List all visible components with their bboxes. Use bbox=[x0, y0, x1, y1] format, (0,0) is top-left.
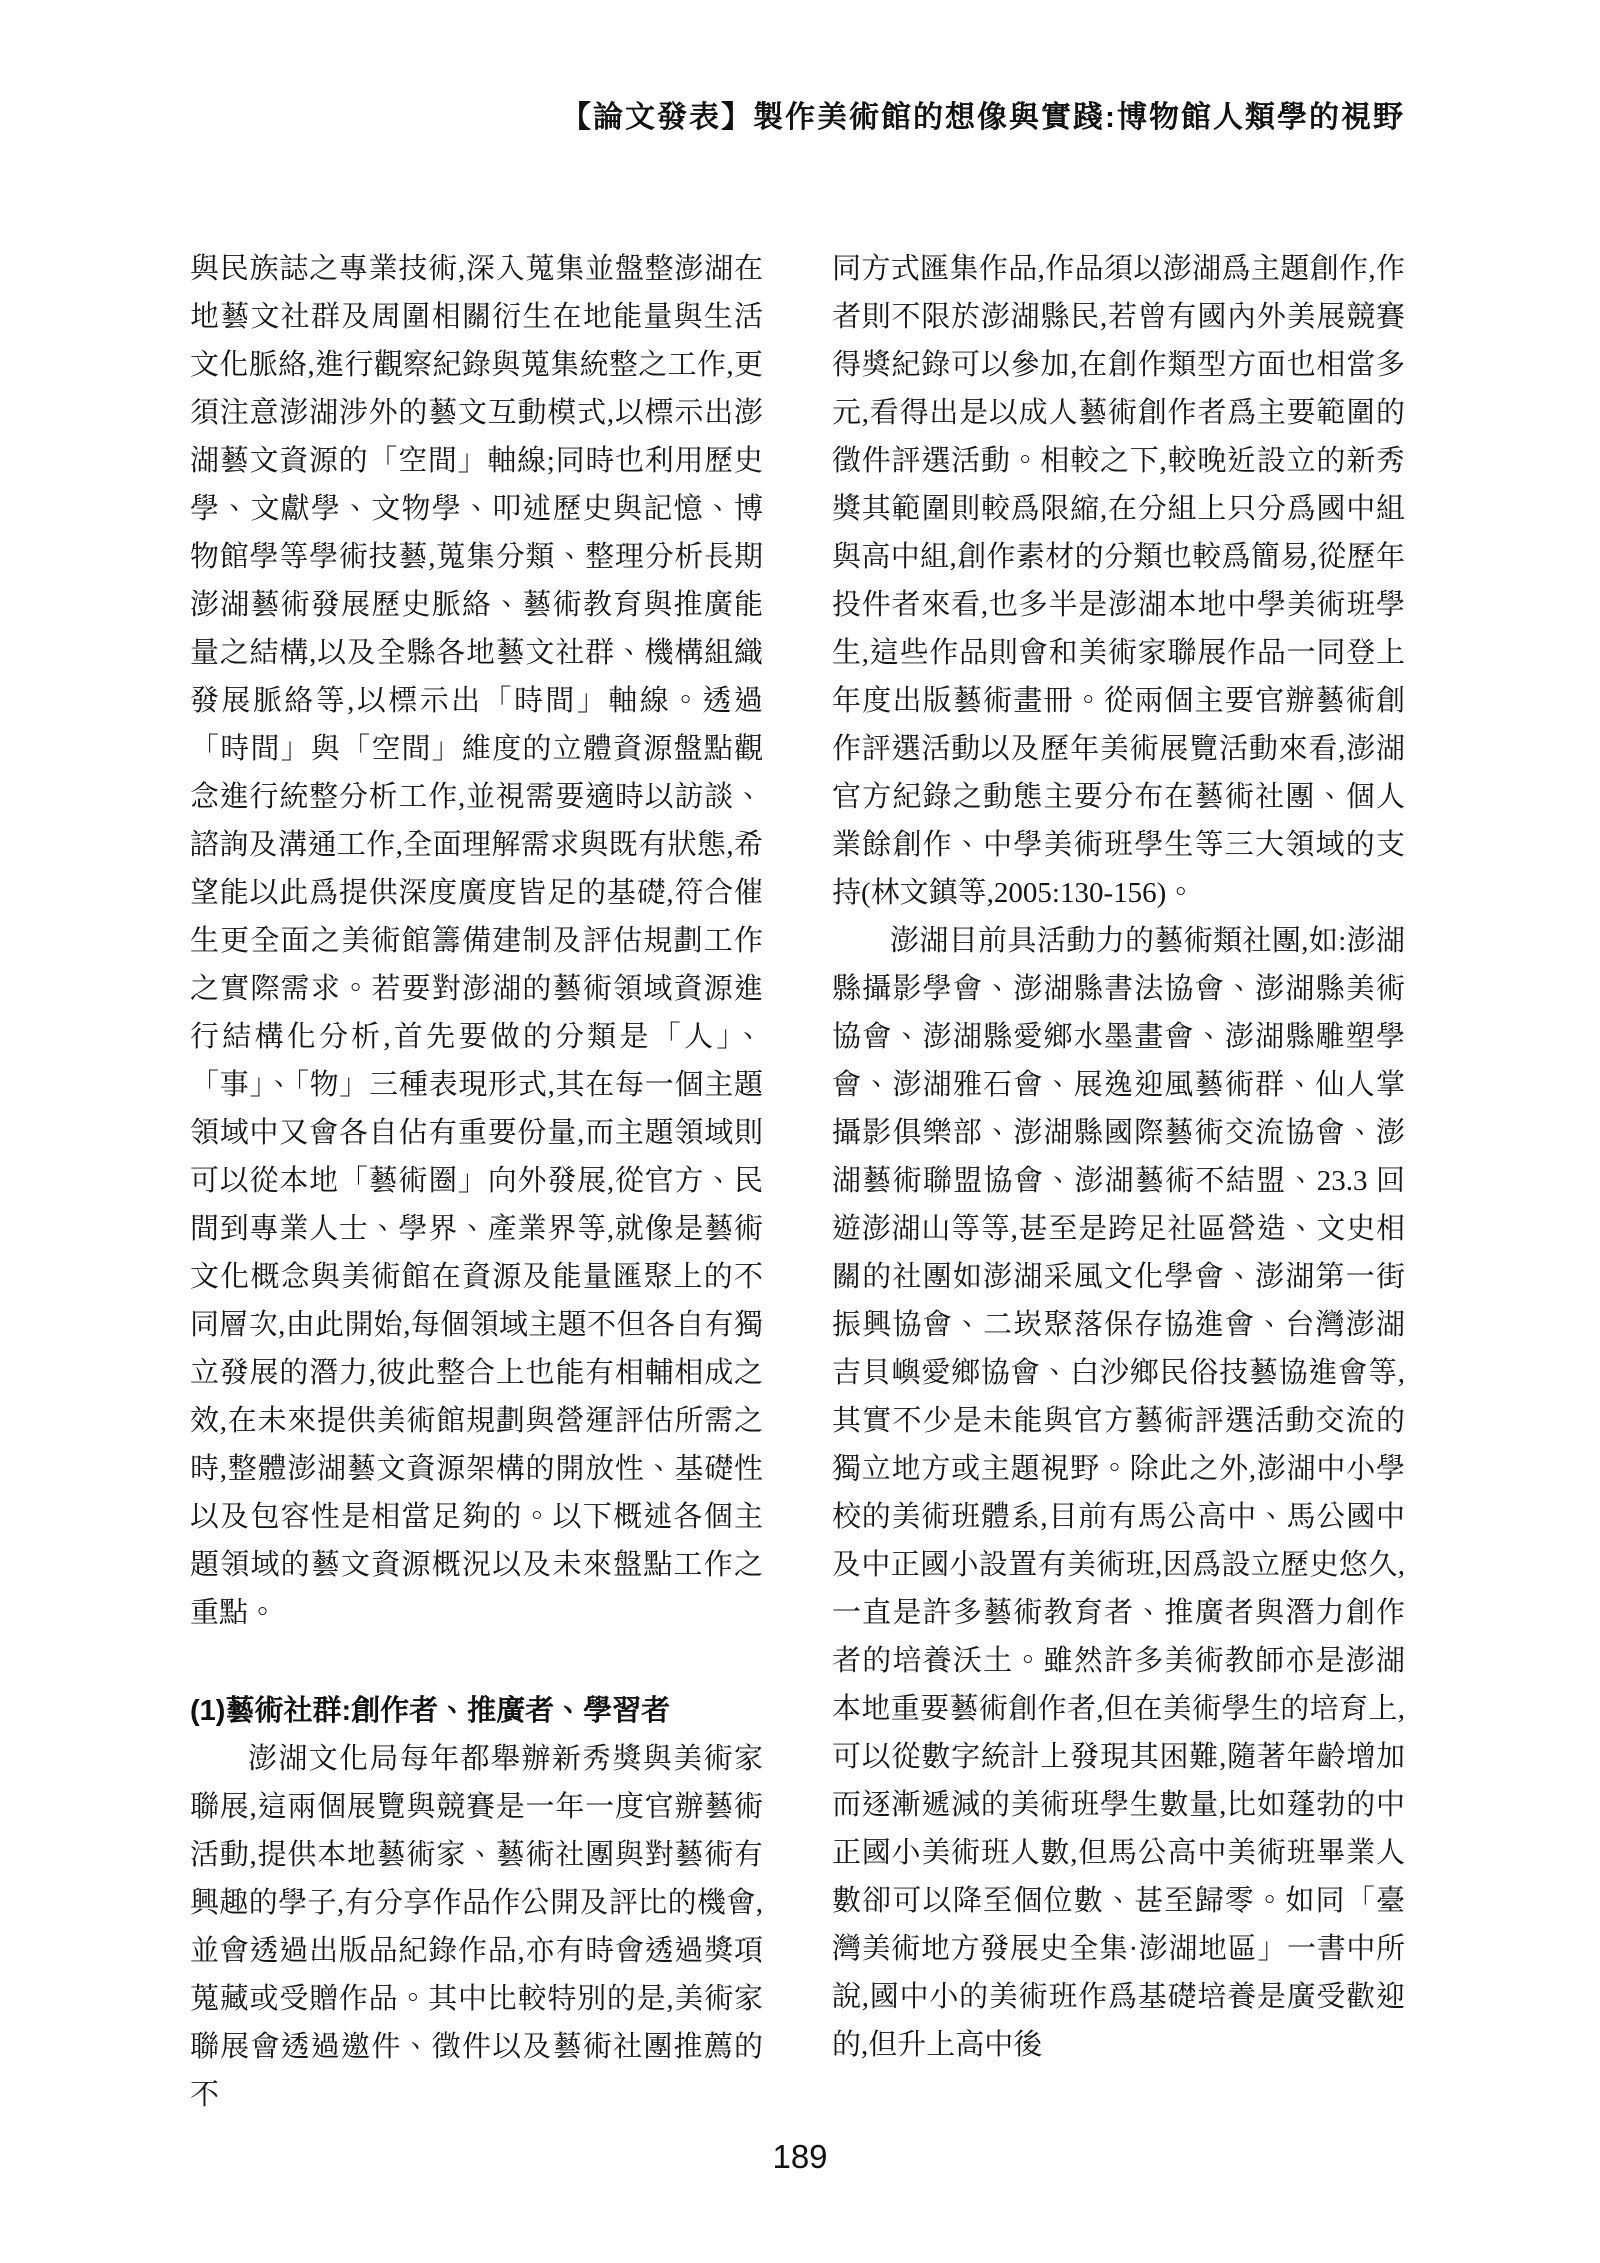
right-column bbox=[832, 245, 1405, 2119]
page-number: 189 bbox=[772, 2138, 828, 2175]
body-paragraph-continuation: 同方式匯集作品,作品須以澎湖爲主題創作,作者則不限於澎湖縣民,若曾有國內外美展競賽得獎紀錄可以參加,在創作類型方面也相當多元,看得出是以成人藝術創作者爲主要範圍的徵件評選活動。相較之下,較晚近設立的新秀獎其範圍則較爲限縮,在分組上只分爲國中組與高中組,創作素材的分類也較爲簡易,從歷年投件者來看,也多半是澎湖本地中學美術班學生,這些作品則會和美術家聯展作品一同登上年度出版藝術畫冊。從兩個主要官辦藝術創作評選活動以及歷年美術展覽活動來看,澎湖官方紀錄之動態主要分布在藝術社團、個人業餘創作、中學美術班學生等三大領域的支持(林文鎮等,2005:130-156)。 bbox=[832, 253, 1405, 909]
body-paragraph-continuation: 與民族誌之專業技術,深入蒐集並盤整澎湖在地藝文社群及周圍相關衍生在地能量與生活文化脈絡,進行觀察紀錄與蒐集統整之工作,更須注意澎湖涉外的藝文互動模式,以標示出澎湖藝文資源的「空間」軸線;同時也利用歷史學、文獻學、文物學、叩述歷史與記憶、博物館學等學術技藝,蒐集分類、整理分析長期澎湖藝術發展歷史脈絡、藝術教育與推廣能量之結構,以及全縣各地藝文社群、機構組織發展脈絡等,以標示出「時間」軸線。透過「時間」與「空間」維度的立體資源盤點觀念進行統整分析工作,並視需要適時以訪談、諮詢及溝通工作,全面理解需求與既有狀態,希望能以此爲提供深度廣度皆足的基礎,符合催生更全面之美術館籌備建制及評估規劃工作之實際需求。若要對澎湖的藝術領域資源進行結構化分析,首先要做的分類是「人」、「事」、「物」三種表現形式,其在每一個主題領域中又會各自佔有重要份量,而主題領域則可以從本地「藝術圈」向外發展,從官方、民間到專業人士、學界、產業界等,就像是藝術文化概念與美術館在資源及能量匯聚上的不同層次,由此開始,每個領域主題不但各自有獨立發展的潛力,彼此整合上也能有相輔相成之效,在未來提供美術館規劃與營運評估所需之時,整體澎湖藝文資源架構的開放性、基礎性以及包容性是相當足夠的。以下概述各個主題領域的藝文資源概況以及未來盤點工作之重點。 bbox=[190, 253, 763, 1629]
two-column-text-area bbox=[190, 245, 1405, 2119]
section-heading: (1)藝術社群:創作者、推廣者、學習者 bbox=[190, 1695, 671, 1727]
body-paragraph: 澎湖目前具活動力的藝術類社團,如:澎湖縣攝影學會、澎湖縣書法協會、澎湖縣美術協會、澎湖縣愛鄉水墨畫會、澎湖縣雕塑學會、澎湖雅石會、展逸迎風藝術群、仙人掌攝影俱樂部、澎湖縣國際藝術交流協會、澎湖藝術聯盟協會、澎湖藝術不結盟、23.3 回遊澎湖山等等,甚至是跨足社區營造、文史相關的社團如澎湖采風文化學會、澎湖第一街振興協會、二崁聚落保存協進會、台灣澎湖吉貝嶼愛鄉協會、白沙鄉民俗技藝協進會等,其實不少是未能與官方藝術評選活動交流的獨立地方或主題視野。除此之外,澎湖中小學校的美術班體系,目前有馬公高中、馬公國中及中正國小設置有美術班,因爲設立歷史悠久,一直是許多藝術教育者、推廣者與潛力創作者的培養沃土。雖然許多美術教師亦是澎湖本地重要藝術創作者,但在美術學生的培育上,可以從數字統計上發現其困難,隨著年齡增加而逐漸遞減的美術班學生數量,比如蓬勃的中正國小美術班人數,但馬公高中美術班畢業人數卻可以降至個位數、甚至歸零。如同「臺灣美術地方發展史全集·澎湖地區」一書中所說,國中小的美術班作爲基礎培養是廣受歡迎的,但升上高中後 bbox=[832, 925, 1405, 2061]
left-column bbox=[190, 245, 763, 2119]
running-header-title: 【論文發表】製作美術館的想像與實踐:博物館人類學的視野 bbox=[561, 101, 1405, 134]
body-paragraph: 澎湖文化局每年都舉辦新秀獎與美術家聯展,這兩個展覽與競賽是一年一度官辦藝術活動,提供本地藝術家、藝術社團與對藝術有興趣的學子,有分享作品作公開及評比的機會,並會透過出版品紀錄作品,亦有時會透過獎項蒐藏或受贈作品。其中比較特別的是,美術家聯展會透過邀件、徵件以及藝術社團推薦的不 bbox=[190, 1743, 763, 2111]
